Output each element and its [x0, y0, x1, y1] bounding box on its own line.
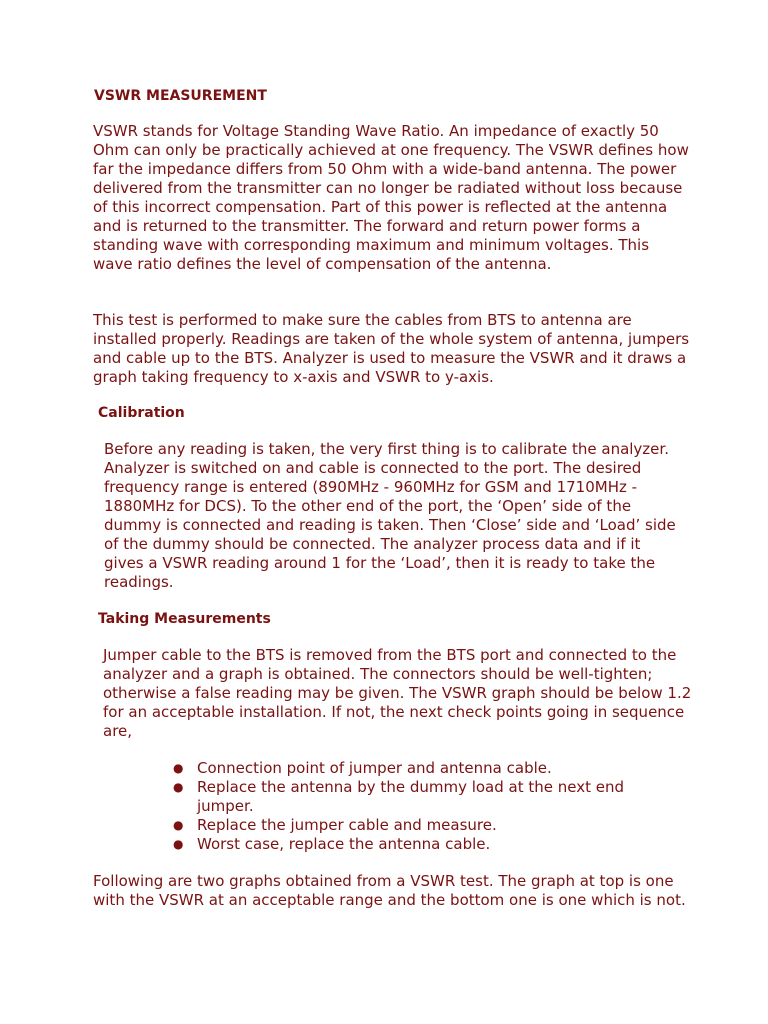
list-item: [173, 816, 673, 835]
bullet-icon: ●: [173, 780, 184, 794]
list-item-text: Worst case, replace the antenna cable.: [197, 835, 491, 853]
list-item: [173, 759, 673, 778]
measurements-paragraph: Jumper cable to the BTS is removed from the BTS port and connected to the analyzer and a graph is obtained. The connectors should be well-tighten; otherwise a false reading may be given. The VSWR graph should be below 1.2 for an acceptable installation. If not, the next check points going in sequence are,: [103, 646, 692, 740]
list-item: [173, 835, 673, 854]
test-description-paragraph: This test is performed to make sure the cables from BTS to antenna are installed properly. Readings are taken of the whole system of antenna, jumpers and cable up to the BTS. Analyzer is used to measure the VSWR and it draws a graph taking frequency to x-axis and VSWR to y-axis.: [93, 311, 690, 386]
calibration-heading: Calibration: [98, 405, 185, 421]
list-item: [173, 778, 673, 816]
list-item-text: Connection point of jumper and antenna cable.: [197, 759, 552, 777]
intro-paragraph: VSWR stands for Voltage Standing Wave Ratio. An impedance of exactly 50 Ohm can only be practically achieved at one frequency. The VSWR defines how far the impedance differs from 50 Ohm with a wide-band antenna. The power delivered from the transmitter can no longer be radiated without loss because of this incorrect compensation. Part of this power is reflected at the antenna and is returned to the transmitter. The forward and return power forms a standing wave with corresponding maximum and minimum voltages. This wave ratio defines the level of compensation of the antenna.: [93, 122, 689, 273]
bullet-icon: ●: [173, 837, 184, 851]
calibration-paragraph: Before any reading is taken, the very first thing is to calibrate the analyzer. Analyzer is switched on and cable is connected to the port. The desired frequency range is entered (890MHz - 960MHz for GSM and 1710MHz - 1880MHz for DCS). To the other end of the port, the ‘Open’ side of the dummy is connected and reading is taken. Then ‘Close’ side and ‘Load’ side of the dummy should be connected. The analyzer process data and if it gives a VSWR reading around 1 for the ‘Load’, then it is ready to take the readings.: [104, 440, 676, 591]
check-points-list: [173, 759, 673, 854]
bullet-icon: ●: [173, 818, 184, 832]
document-title: VSWR MEASUREMENT: [94, 88, 267, 104]
list-item-text: Replace the jumper cable and measure.: [197, 816, 497, 834]
measurements-heading: Taking Measurements: [98, 611, 271, 627]
closing-paragraph: Following are two graphs obtained from a VSWR test. The graph at top is one with the VSWR at an acceptable range and the bottom one is one which is not.: [93, 872, 686, 909]
bullet-icon: ●: [173, 761, 184, 775]
list-item-text: Replace the antenna by the dummy load at the next end jumper.: [197, 778, 625, 815]
